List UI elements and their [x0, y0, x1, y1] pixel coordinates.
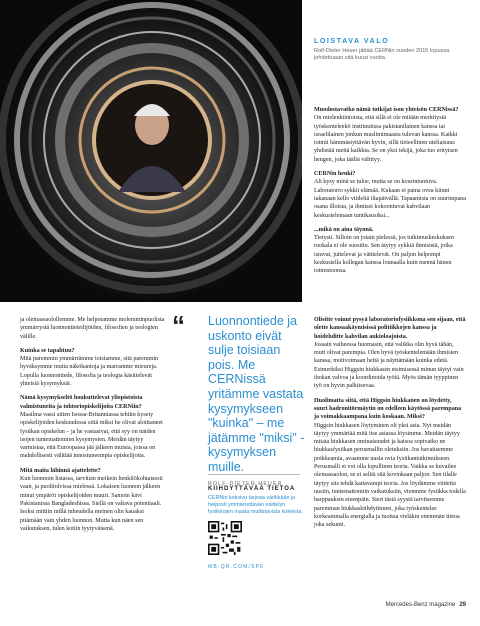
photo-caption: [314, 38, 464, 62]
divider: [208, 474, 300, 475]
question: CERNin henki?: [314, 171, 356, 178]
qr-link[interactable]: MB-QR.COM/SP6: [208, 564, 265, 571]
question: Olisitte voinut pysyä laboratoriofysiikkona sen sijaan, että olette kansaakäymisissä politiikkojen kanssa ja hoidehditte kahvilan aukioloajoista.: [314, 317, 466, 340]
answer: Maailma vassi sitten Isossa-Britanniassa tehtiin kyseiy opiskelijoiden keskuudessa siitä miksi he olivat aloittaneet fysiikan opiskelun – ja he vastasivat, että syy on näiden isojen tuntemattomien kysymysten. Meidän täytyy varmistaa, että Euroopassa jää jälkeen muista, joissa on mahdollisesti välittää innostuneempia opiskelijoita.: [20, 411, 163, 460]
caption-heading: LOISTAVA VALO: [314, 38, 390, 45]
question: Huolimatta siitä, että Higgsin hiukkanen on löydetty, suuri hadronitörmäytin on edelleen käytössä parempana ja voimakkaampana kuin koskaan. Miksi?: [314, 397, 462, 421]
page-footer: [386, 602, 466, 608]
question: Muodostavatko nämä tutkijat ison yhteisön CERNissä?: [314, 107, 459, 113]
question: Mitä maita lähinnä ajattelette?: [20, 467, 101, 474]
answer: Tietysti. Silloin on jotain pielessä, jos tutkimuskeskuksen ruokala ei ole suosittu. Sen täytyy sykkiä ihmisistä, jotka istuvat, juttelevat ja väittelevät. On paljon helpompi keskustella kollegan kanssa lounaalla kuin mennä hänen toimistoonsa.: [314, 235, 454, 275]
answer: Ali kysy minä se tuloe, mutta se on kourintuntuva. Laboratorio sykkii elämää. Kukaan ei paina ovea kiinni takanaan kello viideltä iltapäivällä. Tapaamisia on suurimpana osana illoista, ja ihmiset kokoontuvat kahvilaan keskustelemaan tuntikausiksi...: [314, 179, 466, 219]
detector-ring-illustration: [0, 0, 302, 302]
magazine-name: Mercedes-Benz magazine: [385, 602, 456, 608]
pull-quote-author: ROLF-DIETER HEUER: [208, 480, 283, 487]
quote-mark-icon: “: [172, 310, 185, 340]
answer: Jossain vaiheessa huomasin, että valikka olin hyvä tähän, mutt olivat parempia. Olen hyvä työskentelemään ihmisten kanssa, motivoimaan heitä ja näyttämään kuinka edetä. Esimerkiksi Higgsin hiukkasen etsimisessä minun täytyi vain ihokan valvoa ja koordinoida työtä. Myös tämän tyyppinen työ on hyvin palkitsevaa.: [314, 341, 464, 390]
question: ...mikä on aina täynnä.: [314, 226, 374, 233]
info-box: [208, 486, 304, 570]
question: Nämä kysymykseltö houkuttelevat yliopistoista valmistuneita ja tohtoriopiskelijoita CERNiin?: [20, 395, 143, 410]
answer: On mielenkiintoista, että sillä ei ole mitään merkitystä työskenteleekö instituutissa pakistanilainen kanssa tai israelilainen jonkun muslimimaasta tulevan kanssa. Kaikki toimii hämmästyttävän hyvin, sillä tieteellinen uteliaisuus yhdistää meitä kaikkia. Se on yksi tekijä, joka tuo erityisen hengen, joka täältä välittyy.: [314, 115, 458, 163]
interview-column-right-bottom: [314, 316, 466, 535]
interview-column-left: [20, 316, 166, 539]
info-title: KIIHDYTTÄVÄÄ TIETOA: [208, 486, 296, 492]
info-text: CERNin kotisivu tarjoaa värikkään ja helposti ymmärrettävän esittelyn fysiikkojen maata mullistavista kokeista.: [208, 495, 303, 515]
qr-code-icon[interactable]: [208, 521, 242, 555]
caption-text: Rolf-Dieter Heuer jättää CERNin vuoden 2015 lopussa johdettuaan sitä kuusi vuotta.: [314, 48, 450, 61]
answer: Mitä paremmin ymmärrämme toisiamme, sitä paremmin hyväksymme muita näkökantoja ja marrantme mieureja. Lopulla luonnontiede, filosofia ja teologia käsittelevät yhteisiä kysymyksiä.: [20, 356, 159, 388]
answer: Higgsin hiukkasen löytyminen oli yksi asia. Nyt meidän täytyy ymmärtää mitä itse asiassa löysimme. Meidän täytyy mitata hiukkasen ominaisuudet ja katsoa sopivatko ne hiukkasfysiikan perusmallin oletuksiin. Jos havaitsemme poikkeamia, avaamme uusia ovia fysiikantutkimukseen. Perusmalli ei voi olla lopullinen teoria. Vaikka se kuvailee olemassaolon, se ei selitä sitä kovinkaan paljon. Sen tilalle täytyy siis tehdä kattavampi teoria. Jos löydämme viitteitä uusiin, tuntemattomiin vaikutuksiin, vienmme fysiikka todella harppauksin eteenpäin. Siert tästä syystä tarvitsemme paremman hiukkaskiihdyttimen, joka työskentelee korkeammalla energialla ja tuottaa vieläkin enemmän tietoa joka sekunti.: [314, 422, 466, 529]
pull-quote: [172, 310, 308, 487]
answer: ja olemassaolollemme. Me helpotamme molemminpuolista ymmärrystä luonnontieteilijöiden, filosofien ja teologien välille.: [20, 317, 165, 340]
portrait-photo: [0, 0, 302, 302]
pull-quote-text: Luonnontiede ja uskonto eivät sulje toisiaan pois. Me CERNissä yritämme vastata kysymykseen "kuinka" – me jätämme "miksi" -kysymyksen muille.: [208, 314, 305, 474]
interview-column-right-top: [314, 106, 466, 282]
question: Kuinka se tapahtuu?: [20, 347, 75, 354]
answer: Kun luonnoin listassa, tarvitsin meikein henkilökohtaisesti vaan, ja puolitolvissa mielessä. Lokaisen luonnon jälkeen minut ympäröi opiskelijoiden muuri. Samoin kävi Pakistanissa Bangladeshissa. Siellä on valtava potentiaali. Isoksi mittiin millä mheudella meinen olin kauaksi pitämään vain yhden luonnon. Mutta kun näen sen vaikutuksen, tulen kotiin tyytyväisenä.: [20, 476, 163, 532]
page-number: 29: [459, 602, 466, 608]
